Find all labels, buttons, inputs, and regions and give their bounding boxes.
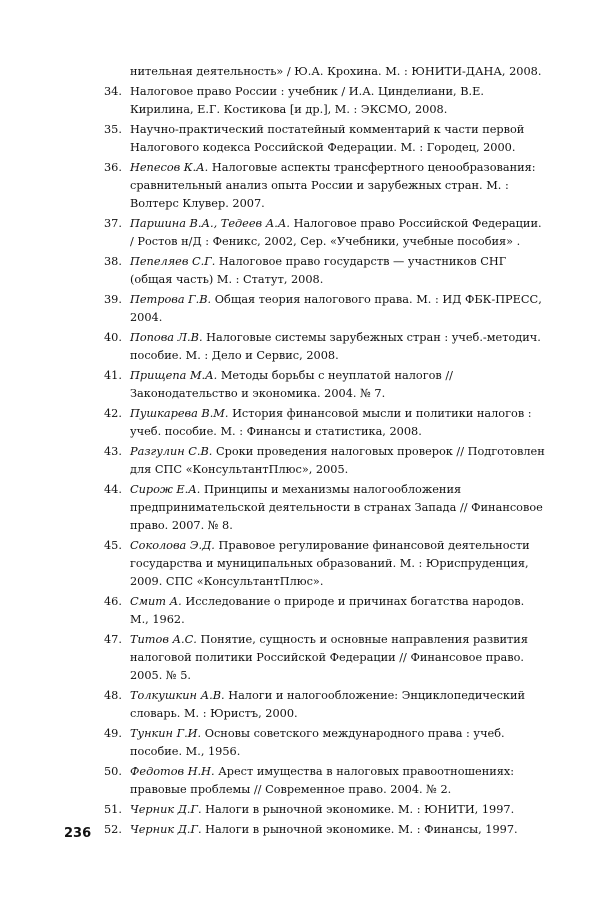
reference-item xyxy=(96,83,546,119)
reference-item xyxy=(96,215,546,251)
reference-author: Толкушкин А.В. xyxy=(130,689,225,702)
reference-author: Смит А. xyxy=(130,595,182,608)
reference-text: Налоги в рыночной экономике. М. : ЮНИТИ, 1997. xyxy=(205,803,515,816)
reference-text: Научно-практический постатейный комментарий к части первой Налогового кодекса Российской Федерации. М. : Городец, 2000. xyxy=(130,123,525,154)
reference-text: Правовое регулирование финансовой деятельности государства и муниципальных образований. М. : Юриспруденция, 2009. СПС «КонсультантПлюс». xyxy=(130,539,530,588)
reference-item xyxy=(96,763,546,799)
reference-author: Паршина В.А., Тедеев А.А. xyxy=(130,217,290,230)
reference-author: Попова Л.В. xyxy=(130,331,203,344)
reference-number: 40. xyxy=(104,331,122,344)
reference-text: Налоги и налогообложение: Энциклопедический словарь. М. : Юристъ, 2000. xyxy=(130,689,526,720)
reference-author: Непесов К.А. xyxy=(130,161,209,174)
reference-author: Разгулин С.В. xyxy=(130,445,213,458)
reference-text: Методы борьбы с неуплатой налогов // Законодательство и экономика. 2004. № 7. xyxy=(130,369,453,400)
reference-text: Налоговое право Российской Федерации. / Ростов н/Д : Феникс, 2002, Сер. «Учебники, учебные пособия» . xyxy=(130,217,542,248)
reference-item xyxy=(96,405,546,441)
reference-text: Принципы и механизмы налогообложения предпринимательской деятельности в странах Запада // Финансовое право. 2007. № 8. xyxy=(130,483,543,532)
reference-number: 43. xyxy=(104,445,122,458)
reference-author: Черник Д.Г. xyxy=(130,803,202,816)
reference-author: Прищепа М.А. xyxy=(130,369,218,382)
reference-number: 51. xyxy=(104,803,122,816)
reference-text: Арест имущества в налоговых правоотношениях: правовые проблемы // Современное право. 2004. № 2. xyxy=(130,765,515,796)
reference-author: Черник Д.Г. xyxy=(130,823,202,836)
reference-number: 52. xyxy=(104,823,122,836)
page-number: 236 xyxy=(64,826,92,841)
reference-text: Налоговое право России : учебник / И.А. Цинделиани, В.Е. Кирилина, Е.Г. Костикова [и др.], М. : ЭКСМО, 2008. xyxy=(130,85,484,116)
reference-item xyxy=(96,821,546,839)
reference-number: 48. xyxy=(104,689,122,702)
reference-author: Титов А.С. xyxy=(130,633,197,646)
reference-number: 42. xyxy=(104,407,122,420)
reference-text: Сроки проведения налоговых проверок // Подготовлен для СПС «КонсультантПлюс», 2005. xyxy=(130,445,545,476)
reference-text: Налоговые системы зарубежных стран : учеб.-методич. пособие. М. : Дело и Сервис, 2008. xyxy=(130,331,541,362)
reference-text: Налоги в рыночной экономике. М. : Финансы, 1997. xyxy=(205,823,518,836)
reference-number: 44. xyxy=(104,483,122,496)
reference-number: 41. xyxy=(104,369,122,382)
reference-text: Понятие, сущность и основные направления развития налоговой политики Российской Федерации // Финансовое право. 2005. № 5. xyxy=(130,633,528,682)
reference-item xyxy=(96,725,546,761)
reference-number: 34. xyxy=(104,85,122,98)
reference-number: 50. xyxy=(104,765,122,778)
reference-author: Соколова Э.Д. xyxy=(130,539,215,552)
reference-item xyxy=(96,443,546,479)
reference-item xyxy=(96,253,546,289)
reference-text: Налоговое право государств — участников СНГ (общая часть) М. : Статут, 2008. xyxy=(130,255,507,286)
reference-author: Тункин Г.И. xyxy=(130,727,202,740)
reference-text: Основы советского международного права : учеб. пособие. М., 1956. xyxy=(130,727,505,758)
reference-author: Федотов Н.Н. xyxy=(130,765,215,778)
reference-item xyxy=(96,329,546,365)
reference-author: Петрова Г.В. xyxy=(130,293,212,306)
reference-item xyxy=(96,481,546,535)
reference-author: Пепеляев С.Г. xyxy=(130,255,216,268)
reference-text: Налоговые аспекты трансфертного ценообразования: сравнительный анализ опыта России и зарубежных стран. М. : Волтерс Клувер. 2007. xyxy=(130,161,536,210)
reference-text: нительная деятельность» / Ю.А. Крохина. М. : ЮНИТИ-ДАНА, 2008. xyxy=(130,65,542,78)
reference-text: Исследование о природе и причинах богатства народов. М., 1962. xyxy=(130,595,525,626)
reference-number: 47. xyxy=(104,633,122,646)
reference-number: 37. xyxy=(104,217,122,230)
reference-text: Общая теория налогового права. М. : ИД ФБК-ПРЕСС, 2004. xyxy=(130,293,542,324)
reference-author: Пушкарева В.М. xyxy=(130,407,229,420)
reference-item xyxy=(96,631,546,685)
reference-list xyxy=(96,63,546,841)
reference-item xyxy=(96,801,546,819)
reference-number: 36. xyxy=(104,161,122,174)
reference-author: Сирож Е.А. xyxy=(130,483,201,496)
reference-number: 38. xyxy=(104,255,122,268)
reference-item xyxy=(96,159,546,213)
reference-text: История финансовой мысли и политики налогов : учеб. пособие. М. : Финансы и статистика, 2008. xyxy=(130,407,532,438)
reference-item xyxy=(96,291,546,327)
reference-item xyxy=(96,367,546,403)
reference-number: 35. xyxy=(104,123,122,136)
reference-item xyxy=(96,593,546,629)
reference-item xyxy=(96,537,546,591)
reference-item xyxy=(96,121,546,157)
reference-item xyxy=(96,687,546,723)
reference-number: 46. xyxy=(104,595,122,608)
reference-continuation xyxy=(96,63,546,81)
reference-number: 39. xyxy=(104,293,122,306)
reference-number: 45. xyxy=(104,539,122,552)
reference-number: 49. xyxy=(104,727,122,740)
